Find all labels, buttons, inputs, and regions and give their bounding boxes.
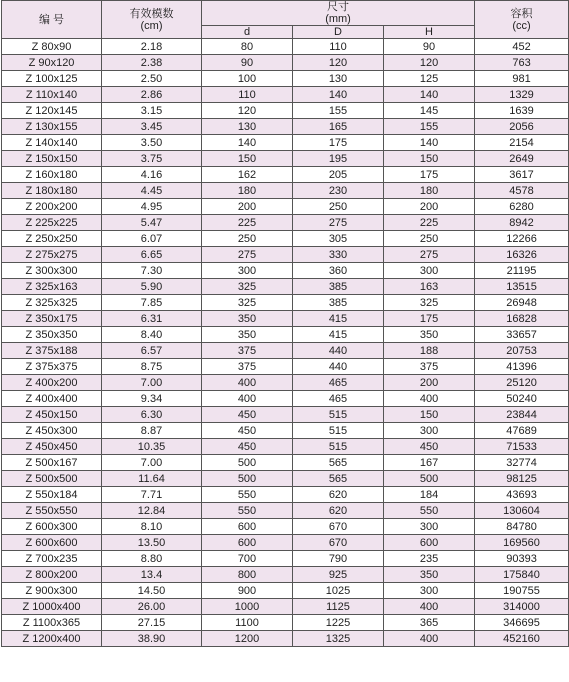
header-size-label: 尺寸 — [327, 1, 350, 13]
table-row — [2, 359, 569, 375]
cell-modulus: 4.16 — [102, 167, 202, 183]
cell-modulus: 8.40 — [102, 327, 202, 343]
table-row — [2, 135, 569, 151]
cell-d: 450 — [202, 407, 293, 423]
cell-volume: 16326 — [475, 247, 569, 263]
cell-code: Z 180x180 — [2, 183, 102, 199]
cell-volume: 130604 — [475, 503, 569, 519]
cell-d: 1000 — [202, 599, 293, 615]
cell-code: Z 130x155 — [2, 119, 102, 135]
cell-modulus: 13.4 — [102, 567, 202, 583]
cell-modulus: 8.75 — [102, 359, 202, 375]
cell-volume: 8942 — [475, 215, 569, 231]
table-row — [2, 583, 569, 599]
cell-height: 175 — [384, 167, 475, 183]
table-row — [2, 519, 569, 535]
cell-height: 300 — [384, 519, 475, 535]
cell-height: 167 — [384, 455, 475, 471]
cell-big-d: 1125 — [293, 599, 384, 615]
cell-code: Z 1000x400 — [2, 599, 102, 615]
cell-code: Z 110x140 — [2, 87, 102, 103]
cell-code: Z 450x150 — [2, 407, 102, 423]
cell-d: 700 — [202, 551, 293, 567]
cell-modulus: 2.38 — [102, 55, 202, 71]
cell-modulus: 7.00 — [102, 455, 202, 471]
cell-modulus: 3.45 — [102, 119, 202, 135]
cell-code: Z 450x450 — [2, 439, 102, 455]
cell-modulus: 26.00 — [102, 599, 202, 615]
cell-height: 550 — [384, 503, 475, 519]
cell-code: Z 600x300 — [2, 519, 102, 535]
table-row — [2, 487, 569, 503]
cell-big-d: 565 — [293, 471, 384, 487]
cell-modulus: 3.50 — [102, 135, 202, 151]
cell-height: 325 — [384, 295, 475, 311]
cell-volume: 84780 — [475, 519, 569, 535]
table-body — [2, 39, 569, 647]
cell-volume: 3617 — [475, 167, 569, 183]
cell-code: Z 225x225 — [2, 215, 102, 231]
cell-modulus: 4.95 — [102, 199, 202, 215]
cell-volume: 4578 — [475, 183, 569, 199]
cell-height: 150 — [384, 151, 475, 167]
table-row — [2, 615, 569, 631]
cell-d: 500 — [202, 471, 293, 487]
cell-d: 150 — [202, 151, 293, 167]
table-row — [2, 87, 569, 103]
cell-big-d: 670 — [293, 535, 384, 551]
cell-volume: 33657 — [475, 327, 569, 343]
cell-code: Z 700x235 — [2, 551, 102, 567]
cell-modulus: 13.50 — [102, 535, 202, 551]
cell-volume: 43693 — [475, 487, 569, 503]
cell-code: Z 350x175 — [2, 311, 102, 327]
cell-d: 100 — [202, 71, 293, 87]
table-row — [2, 599, 569, 615]
cell-code: Z 800x200 — [2, 567, 102, 583]
table-row — [2, 215, 569, 231]
cell-modulus: 4.45 — [102, 183, 202, 199]
cell-volume: 1329 — [475, 87, 569, 103]
cell-height: 400 — [384, 391, 475, 407]
cell-volume: 21195 — [475, 263, 569, 279]
cell-code: Z 200x200 — [2, 199, 102, 215]
table-row — [2, 39, 569, 55]
cell-modulus: 7.00 — [102, 375, 202, 391]
cell-code: Z 325x325 — [2, 295, 102, 311]
cell-code: Z 80x90 — [2, 39, 102, 55]
cell-modulus: 7.30 — [102, 263, 202, 279]
header-volume-label: 容积 — [510, 7, 533, 20]
header-modulus-unit: (cm) — [140, 19, 163, 32]
cell-d: 550 — [202, 503, 293, 519]
cell-d: 325 — [202, 279, 293, 295]
table-row — [2, 151, 569, 167]
cell-height: 400 — [384, 599, 475, 615]
cell-d: 140 — [202, 135, 293, 151]
cell-big-d: 195 — [293, 151, 384, 167]
cell-volume: 20753 — [475, 343, 569, 359]
cell-volume: 346695 — [475, 615, 569, 631]
cell-code: Z 375x375 — [2, 359, 102, 375]
cell-height: 163 — [384, 279, 475, 295]
cell-height: 275 — [384, 247, 475, 263]
cell-d: 900 — [202, 583, 293, 599]
cell-code: Z 450x300 — [2, 423, 102, 439]
cell-big-d: 175 — [293, 135, 384, 151]
cell-modulus: 8.87 — [102, 423, 202, 439]
cell-big-d: 515 — [293, 423, 384, 439]
header-size-unit: (mm) — [325, 13, 351, 25]
cell-height: 155 — [384, 119, 475, 135]
cell-big-d: 275 — [293, 215, 384, 231]
cell-volume: 190755 — [475, 583, 569, 599]
cell-d: 325 — [202, 295, 293, 311]
table-row — [2, 119, 569, 135]
cell-d: 375 — [202, 359, 293, 375]
cell-d: 300 — [202, 263, 293, 279]
table-row — [2, 167, 569, 183]
cell-modulus: 3.75 — [102, 151, 202, 167]
cell-big-d: 360 — [293, 263, 384, 279]
cell-code: Z 500x167 — [2, 455, 102, 471]
cell-d: 250 — [202, 231, 293, 247]
cell-big-d: 925 — [293, 567, 384, 583]
cell-modulus: 8.80 — [102, 551, 202, 567]
cell-modulus: 3.15 — [102, 103, 202, 119]
cell-modulus: 6.30 — [102, 407, 202, 423]
cell-volume: 2649 — [475, 151, 569, 167]
cell-volume: 41396 — [475, 359, 569, 375]
cell-modulus: 7.85 — [102, 295, 202, 311]
table-row — [2, 71, 569, 87]
cell-height: 184 — [384, 487, 475, 503]
cell-d: 275 — [202, 247, 293, 263]
table-row — [2, 183, 569, 199]
table-row — [2, 439, 569, 455]
cell-volume: 90393 — [475, 551, 569, 567]
cell-volume: 12266 — [475, 231, 569, 247]
table-row — [2, 551, 569, 567]
cell-big-d: 205 — [293, 167, 384, 183]
cell-volume: 452 — [475, 39, 569, 55]
cell-height: 188 — [384, 343, 475, 359]
cell-d: 600 — [202, 535, 293, 551]
table-row — [2, 231, 569, 247]
cell-d: 162 — [202, 167, 293, 183]
cell-big-d: 385 — [293, 295, 384, 311]
header-code — [2, 1, 102, 39]
cell-big-d: 165 — [293, 119, 384, 135]
cell-height: 180 — [384, 183, 475, 199]
cell-big-d: 250 — [293, 199, 384, 215]
cell-height: 145 — [384, 103, 475, 119]
cell-modulus: 6.65 — [102, 247, 202, 263]
cell-code: Z 100x125 — [2, 71, 102, 87]
cell-height: 125 — [384, 71, 475, 87]
cell-volume: 169560 — [475, 535, 569, 551]
cell-code: Z 275x275 — [2, 247, 102, 263]
cell-big-d: 565 — [293, 455, 384, 471]
cell-modulus: 2.86 — [102, 87, 202, 103]
cell-modulus: 5.47 — [102, 215, 202, 231]
table-row — [2, 199, 569, 215]
cell-big-d: 440 — [293, 359, 384, 375]
cell-modulus: 38.90 — [102, 631, 202, 647]
cell-modulus: 6.31 — [102, 311, 202, 327]
cell-modulus: 5.90 — [102, 279, 202, 295]
table-row — [2, 423, 569, 439]
cell-big-d: 120 — [293, 55, 384, 71]
cell-height: 300 — [384, 583, 475, 599]
cell-d: 400 — [202, 375, 293, 391]
cell-big-d: 670 — [293, 519, 384, 535]
header-d-large: D — [293, 26, 384, 39]
cell-d: 180 — [202, 183, 293, 199]
table-row — [2, 327, 569, 343]
cell-d: 375 — [202, 343, 293, 359]
cell-big-d: 515 — [293, 407, 384, 423]
cell-modulus: 2.50 — [102, 71, 202, 87]
table-row — [2, 391, 569, 407]
cell-height: 250 — [384, 231, 475, 247]
table-row — [2, 103, 569, 119]
cell-d: 350 — [202, 311, 293, 327]
cell-code: Z 400x400 — [2, 391, 102, 407]
table-row — [2, 471, 569, 487]
cell-d: 80 — [202, 39, 293, 55]
cell-code: Z 1100x365 — [2, 615, 102, 631]
cell-height: 225 — [384, 215, 475, 231]
cell-big-d: 515 — [293, 439, 384, 455]
cell-volume: 71533 — [475, 439, 569, 455]
cell-modulus: 14.50 — [102, 583, 202, 599]
cell-d: 550 — [202, 487, 293, 503]
cell-big-d: 415 — [293, 327, 384, 343]
cell-big-d: 620 — [293, 503, 384, 519]
cell-modulus: 10.35 — [102, 439, 202, 455]
cell-code: Z 90x120 — [2, 55, 102, 71]
cell-code: Z 250x250 — [2, 231, 102, 247]
table-row — [2, 295, 569, 311]
cell-volume: 981 — [475, 71, 569, 87]
cell-code: Z 550x550 — [2, 503, 102, 519]
cell-height: 175 — [384, 311, 475, 327]
cell-big-d: 620 — [293, 487, 384, 503]
cell-code: Z 140x140 — [2, 135, 102, 151]
cell-modulus: 12.84 — [102, 503, 202, 519]
cell-volume: 2056 — [475, 119, 569, 135]
table-row — [2, 455, 569, 471]
cell-volume: 32774 — [475, 455, 569, 471]
cell-modulus: 9.34 — [102, 391, 202, 407]
cell-volume: 47689 — [475, 423, 569, 439]
cell-height: 200 — [384, 375, 475, 391]
cell-big-d: 230 — [293, 183, 384, 199]
table-row — [2, 503, 569, 519]
cell-code: Z 1200x400 — [2, 631, 102, 647]
header-volume — [475, 1, 569, 39]
cell-code: Z 600x600 — [2, 535, 102, 551]
cell-modulus: 27.15 — [102, 615, 202, 631]
cell-d: 350 — [202, 327, 293, 343]
cell-height: 200 — [384, 199, 475, 215]
cell-modulus: 11.64 — [102, 471, 202, 487]
cell-height: 350 — [384, 567, 475, 583]
table-row — [2, 567, 569, 583]
cell-d: 450 — [202, 439, 293, 455]
cell-height: 600 — [384, 535, 475, 551]
cell-big-d: 415 — [293, 311, 384, 327]
cell-big-d: 140 — [293, 87, 384, 103]
cell-big-d: 305 — [293, 231, 384, 247]
cell-big-d: 110 — [293, 39, 384, 55]
cell-height: 450 — [384, 439, 475, 455]
cell-modulus: 2.18 — [102, 39, 202, 55]
cell-volume: 175840 — [475, 567, 569, 583]
cell-code: Z 550x184 — [2, 487, 102, 503]
cell-height: 235 — [384, 551, 475, 567]
cell-height: 300 — [384, 263, 475, 279]
cell-volume: 1639 — [475, 103, 569, 119]
header-modulus — [102, 1, 202, 39]
cell-volume: 98125 — [475, 471, 569, 487]
cell-modulus: 6.07 — [102, 231, 202, 247]
cell-height: 300 — [384, 423, 475, 439]
table-row — [2, 407, 569, 423]
cell-volume: 2154 — [475, 135, 569, 151]
table-row — [2, 311, 569, 327]
table-row — [2, 247, 569, 263]
cell-d: 800 — [202, 567, 293, 583]
cell-volume: 50240 — [475, 391, 569, 407]
cell-modulus: 8.10 — [102, 519, 202, 535]
cell-code: Z 150x150 — [2, 151, 102, 167]
cell-d: 130 — [202, 119, 293, 135]
cell-height: 365 — [384, 615, 475, 631]
cell-d: 90 — [202, 55, 293, 71]
cell-height: 350 — [384, 327, 475, 343]
cell-d: 120 — [202, 103, 293, 119]
cell-big-d: 130 — [293, 71, 384, 87]
cell-height: 150 — [384, 407, 475, 423]
cell-code: Z 160x180 — [2, 167, 102, 183]
cell-volume: 23844 — [475, 407, 569, 423]
cell-d: 400 — [202, 391, 293, 407]
cell-code: Z 900x300 — [2, 583, 102, 599]
cell-big-d: 385 — [293, 279, 384, 295]
cell-height: 500 — [384, 471, 475, 487]
cell-d: 225 — [202, 215, 293, 231]
header-d-small: d — [202, 26, 293, 39]
cell-height: 90 — [384, 39, 475, 55]
table-row — [2, 343, 569, 359]
specification-table — [1, 0, 569, 647]
table-row — [2, 263, 569, 279]
cell-code: Z 350x350 — [2, 327, 102, 343]
table-row — [2, 535, 569, 551]
cell-d: 450 — [202, 423, 293, 439]
cell-volume: 16828 — [475, 311, 569, 327]
cell-big-d: 465 — [293, 391, 384, 407]
cell-height: 400 — [384, 631, 475, 647]
cell-height: 140 — [384, 87, 475, 103]
header-height: H — [384, 26, 475, 39]
cell-volume: 26948 — [475, 295, 569, 311]
cell-big-d: 465 — [293, 375, 384, 391]
header-modulus-label: 有效模数 — [129, 7, 174, 20]
cell-code: Z 325x163 — [2, 279, 102, 295]
header-volume-unit: (cc) — [512, 19, 531, 32]
cell-volume: 452160 — [475, 631, 569, 647]
cell-big-d: 440 — [293, 343, 384, 359]
table-row — [2, 55, 569, 71]
table-row — [2, 375, 569, 391]
cell-d: 500 — [202, 455, 293, 471]
header-size — [202, 1, 475, 26]
cell-big-d: 1225 — [293, 615, 384, 631]
table-row — [2, 631, 569, 647]
cell-modulus: 7.71 — [102, 487, 202, 503]
cell-d: 600 — [202, 519, 293, 535]
cell-d: 110 — [202, 87, 293, 103]
cell-height: 375 — [384, 359, 475, 375]
cell-code: Z 300x300 — [2, 263, 102, 279]
cell-big-d: 155 — [293, 103, 384, 119]
cell-big-d: 1325 — [293, 631, 384, 647]
cell-volume: 13515 — [475, 279, 569, 295]
table-row — [2, 279, 569, 295]
cell-d: 200 — [202, 199, 293, 215]
header-code-label: 编 号 — [38, 13, 65, 26]
cell-big-d: 790 — [293, 551, 384, 567]
cell-d: 1200 — [202, 631, 293, 647]
cell-code: Z 120x145 — [2, 103, 102, 119]
cell-code: Z 500x500 — [2, 471, 102, 487]
cell-code: Z 375x188 — [2, 343, 102, 359]
cell-code: Z 400x200 — [2, 375, 102, 391]
cell-modulus: 6.57 — [102, 343, 202, 359]
cell-big-d: 1025 — [293, 583, 384, 599]
cell-volume: 763 — [475, 55, 569, 71]
cell-height: 120 — [384, 55, 475, 71]
cell-height: 140 — [384, 135, 475, 151]
cell-volume: 314000 — [475, 599, 569, 615]
cell-big-d: 330 — [293, 247, 384, 263]
cell-d: 1100 — [202, 615, 293, 631]
cell-volume: 6280 — [475, 199, 569, 215]
cell-volume: 25120 — [475, 375, 569, 391]
